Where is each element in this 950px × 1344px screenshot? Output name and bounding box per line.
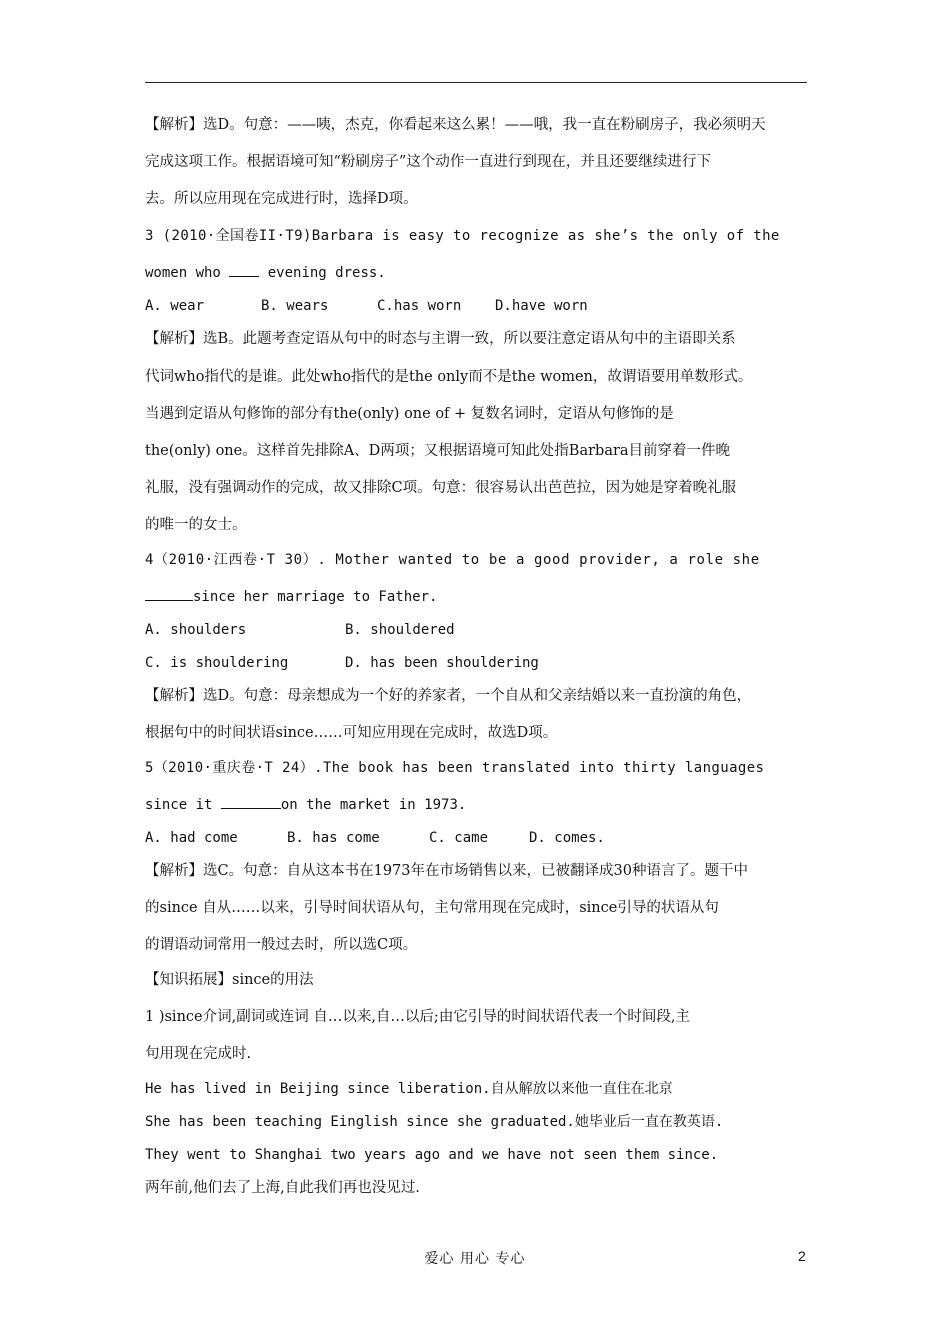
- option-d: D.have worn: [495, 298, 588, 314]
- option-b: B. shouldered: [345, 622, 455, 638]
- option-b: B. wears: [261, 298, 329, 314]
- option-c: C.has worn: [377, 298, 462, 314]
- question-5-options: [145, 827, 807, 849]
- option-c: C. is shouldering: [145, 655, 289, 671]
- question-4-options-row2: [145, 652, 807, 674]
- question-5-blank: [221, 794, 281, 809]
- analysis-q5-line1: 【解析】选C。句意：自从这本书在1973年在市场销售以来，已被翻译成30种语言了。题干中: [145, 863, 748, 879]
- question-3-text-a: women who: [145, 265, 221, 281]
- option-b: B. has come: [287, 830, 380, 846]
- example-3: They went to Shanghai two years ago and we have not seen them since.: [145, 1147, 719, 1163]
- since-usage-line2: 句用现在完成时.: [145, 1046, 252, 1062]
- analysis-q5-line2: 的since 自从……以来，引导时间状语从句，主句常用现在完成时，since引导的状语从句: [145, 900, 719, 916]
- question-3-text-b: evening dress.: [267, 265, 386, 281]
- knowledge-heading: 【知识拓展】since的用法: [145, 972, 314, 988]
- question-5-text-b: on the market in 1973.: [280, 797, 467, 813]
- example-3-translation: 两年前,他们去了上海,自此我们再也没见过.: [145, 1180, 420, 1196]
- question-4-stem-cont: [145, 586, 807, 608]
- analysis-q3-line4: the(only) one。这样首先排除A、D两项；又根据语境可知此处指Barbara目前穿着一件晚: [145, 443, 731, 459]
- question-4-options-row1: [145, 619, 807, 641]
- question-3-stem: 3 (2010·全国卷II·T9)Barbara is easy to recognize as she’s the only of the: [145, 228, 780, 244]
- since-usage-line1: 1 )since介词,副词或连词 自…以来,自…以后;由它引导的时间状语代表一个时间段,主: [145, 1009, 690, 1025]
- analysis-q3-line3: 当遇到定语从句修饰的部分有the(only) one of + 复数名词时，定语从句修饰的是: [145, 406, 674, 422]
- option-a: A. had come: [145, 830, 238, 846]
- example-2: She has been teaching Einglish since she graduated.她毕业后一直在教英语.: [145, 1114, 724, 1130]
- option-d: D. has been shouldering: [345, 655, 539, 671]
- page-number: 2: [798, 1248, 806, 1264]
- option-a: A. wear: [145, 298, 205, 314]
- question-3-blank: [229, 262, 259, 277]
- option-d: D. comes.: [529, 830, 605, 846]
- question-4-text-b: since her marriage to Father.: [193, 589, 438, 605]
- analysis-q2-line1: 【解析】选D。句意：——咦，杰克，你看起来这么累！——哦，我一直在粉刷房子，我必须明天: [145, 117, 766, 133]
- analysis-q5-line3: 的谓语动词常用一般过去时，所以选C项。: [145, 937, 418, 953]
- question-4-stem: 4（2010·江西卷·T 30）. Mother wanted to be a good provider, a role she: [145, 552, 760, 568]
- analysis-q4-line2: 根据句中的时间状语since……可知应用现在完成时，故选D项。: [145, 725, 558, 741]
- header-rule: [145, 82, 807, 83]
- question-5-text-a: since it: [145, 797, 213, 813]
- page-footer: 爱心 用心 专心: [424, 1251, 526, 1267]
- analysis-q4-line1: 【解析】选D。句意：母亲想成为一个好的养家者，一个自从和父亲结婚以来一直扮演的角色，: [145, 688, 752, 704]
- analysis-q3-line5: 礼服，没有强调动作的完成，故又排除C项。句意：很容易认出芭芭拉，因为她是穿着晚礼服: [145, 480, 737, 496]
- question-3-stem-cont: [145, 262, 807, 284]
- question-4-blank: [145, 586, 193, 601]
- example-1: He has lived in Beijing since liberation.自从解放以来他一直住在北京: [145, 1081, 673, 1097]
- question-5-stem-cont: [145, 794, 807, 816]
- option-c: C. came: [429, 830, 489, 846]
- analysis-q3-line2: 代词who指代的是谁。此处who指代的是the only而不是the women，故谓语要用单数形式。: [145, 369, 753, 385]
- analysis-q2-line3: 去。所以应用现在完成进行时，选择D项。: [145, 191, 418, 207]
- analysis-q2-line2: 完成这项工作。根据语境可知“粉刷房子”这个动作一直进行到现在，并且还要继续进行下: [145, 154, 711, 170]
- analysis-q3-line6: 的唯一的女士。: [145, 517, 247, 533]
- question-3-options: [145, 295, 807, 317]
- option-a: A. shoulders: [145, 622, 247, 638]
- question-5-stem: 5（2010·重庆卷·T 24）.The book has been translated into thirty languages: [145, 760, 765, 776]
- analysis-q3-line1: 【解析】选B。此题考查定语从句中的时态与主谓一致，所以要注意定语从句中的主语即关系: [145, 331, 736, 347]
